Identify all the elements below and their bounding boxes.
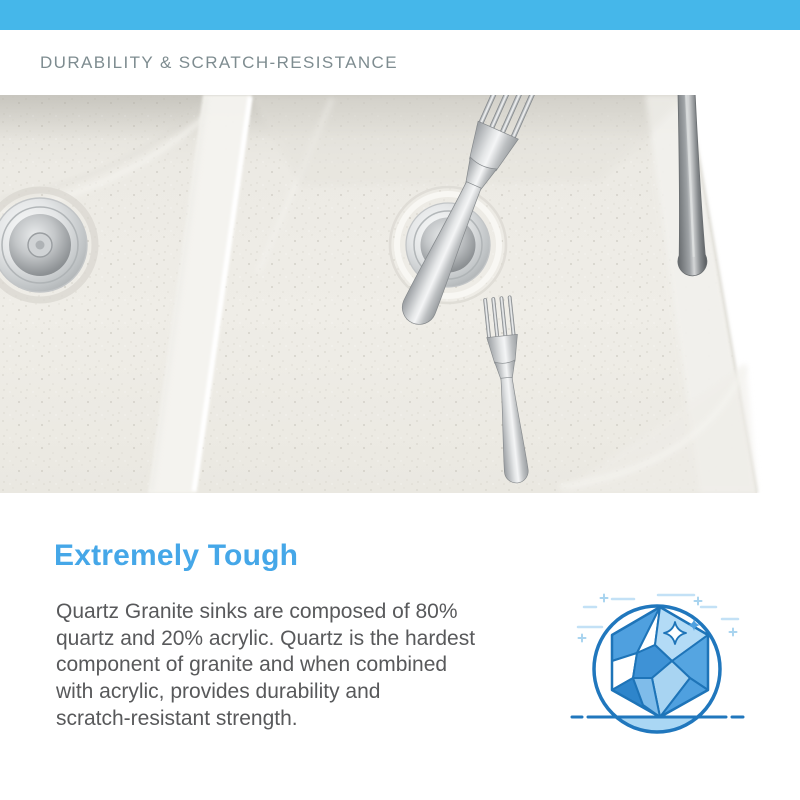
feature-body-part-1: Quartz Granite sinks are composed of 80% quartz and 20% acrylic. Quartz is the hardest component of granite and when combined with acrylic, provides durability and xyxy=(56,600,476,703)
sink-photo xyxy=(0,95,800,493)
top-accent-bar xyxy=(0,0,800,30)
feature-body-text xyxy=(56,599,482,732)
gem-icon-graphic xyxy=(570,585,750,755)
feature-section xyxy=(0,493,800,800)
sink-photo-illustration xyxy=(0,95,800,493)
left-basin-drain xyxy=(0,190,95,300)
page-header xyxy=(0,30,800,95)
feature-body-part-2: scratch-resistant strength. xyxy=(56,706,298,730)
page-title: DURABILITY & SCRATCH-RESISTANCE xyxy=(40,52,398,72)
gem-icon xyxy=(570,585,750,755)
granite-sink-body xyxy=(0,95,757,493)
feature-heading: Extremely Tough xyxy=(54,539,299,572)
